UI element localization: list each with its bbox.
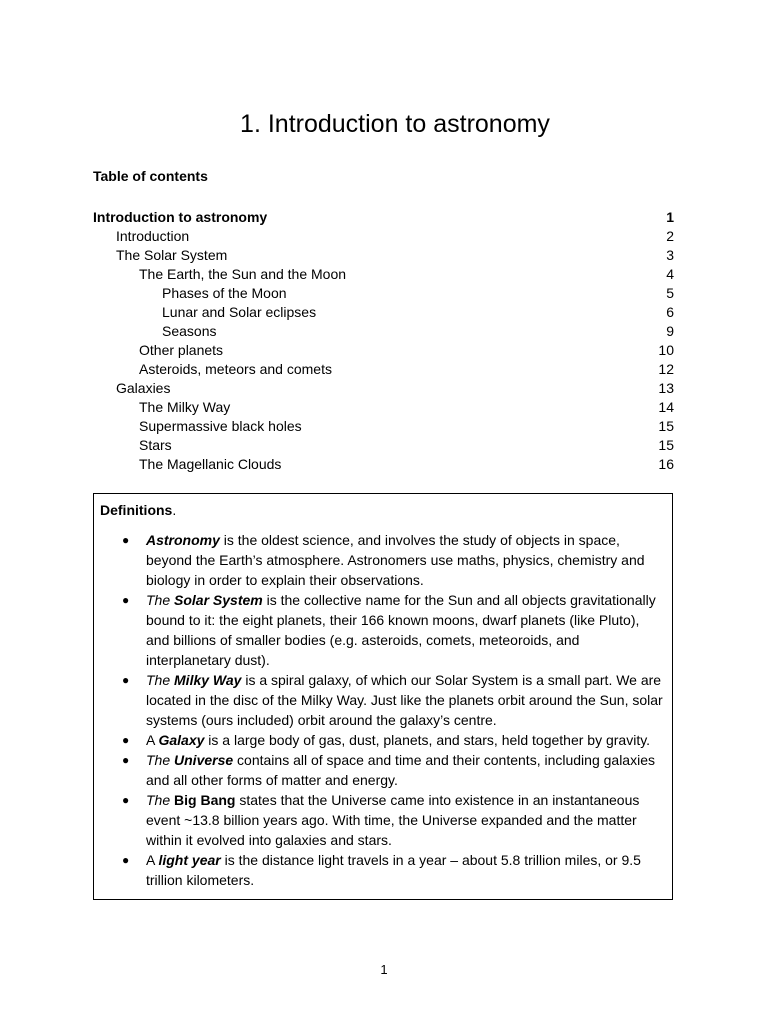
table-of-contents: [93, 208, 674, 474]
definition-prefix: A: [146, 852, 159, 868]
definition-term: Solar System: [174, 592, 263, 608]
definition-item: [94, 730, 672, 750]
toc-entry-label: Asteroids, meteors and comets: [139, 361, 332, 377]
definition-item: [94, 530, 672, 590]
definitions-list: [94, 530, 672, 890]
toc-heading: Table of contents: [93, 168, 208, 184]
toc-entry-page: 15: [658, 437, 674, 453]
toc-entry[interactable]: [93, 322, 674, 341]
definition-text: is the oldest science, and involves the study of objects in space, beyond the Earth’s atmosphere. Astronomers use maths, physics, chemistry and biology in order to explain their observations.: [146, 532, 645, 588]
definitions-box: [93, 493, 673, 900]
toc-entry-label: Stars: [139, 437, 172, 453]
toc-entry-page: 10: [658, 342, 674, 358]
page-number: 1: [380, 962, 388, 977]
definition-term: Galaxy: [158, 732, 205, 748]
toc-entry-page: 6: [666, 304, 674, 320]
toc-entry-label: Lunar and Solar eclipses: [162, 304, 317, 320]
toc-entry[interactable]: [93, 341, 674, 360]
definition-text: is the collective name for the Sun and all objects gravitationally bound to it: the eight planets, their 166 known moons, dwarf planets (like Pluto), and billions of smaller bodies (e.g. asteroids, comets, meteoroids, and interplanetary dust).: [146, 592, 656, 668]
bullet-icon: ●: [122, 673, 130, 687]
toc-entry-page: 2: [666, 228, 674, 244]
toc-entry-page: 14: [658, 399, 674, 415]
definition-term: Big Bang: [174, 792, 236, 808]
toc-entry-label: The Earth, the Sun and the Moon: [139, 266, 347, 282]
toc-entry-label: Introduction: [116, 228, 190, 244]
definition-text: is a spiral galaxy, of which our Solar System is a small part. We are located in the disc of the Milky Way. Just like the planets orbit around the Sun, solar systems (ours included) orbit around the galaxy’s centre.: [146, 672, 663, 728]
toc-entry-label: The Solar System: [116, 247, 228, 263]
definitions-title-suffix: .: [172, 502, 177, 518]
toc-entry-page: 13: [658, 380, 674, 396]
toc-entry[interactable]: [93, 227, 674, 246]
definition-text: is the distance light travels in a year – about 5.8 trillion miles, or 9.5 trillion kilometers.: [146, 852, 641, 888]
definition-text: contains all of space and time and their contents, including galaxies and all other forms of matter and energy.: [146, 752, 655, 788]
toc-entry-page: 12: [658, 361, 674, 377]
definition-prefix: The: [146, 792, 175, 808]
definition-prefix: The: [146, 752, 175, 768]
definition-text: states that the Universe came into existence in an instantaneous event ~13.8 billion years ago. With time, the Universe expanded and the matter within it evolved into galaxies and stars.: [146, 792, 640, 848]
definition-term: light year: [158, 852, 221, 868]
page-title: 1. Introduction to astronomy: [240, 110, 550, 138]
toc-entry[interactable]: [93, 246, 674, 265]
toc-entry[interactable]: [93, 360, 674, 379]
toc-entry-page: 15: [658, 418, 674, 434]
toc-entry-page: 3: [666, 247, 674, 263]
toc-entry-page: 9: [666, 323, 674, 339]
toc-entry-label: Supermassive black holes: [139, 418, 302, 434]
toc-entry-page: 1: [666, 209, 674, 225]
toc-entry[interactable]: [93, 417, 674, 436]
definitions-title-text: Definitions: [100, 502, 173, 518]
definition-item: [94, 750, 672, 790]
definition-prefix: A: [146, 732, 159, 748]
definition-term: Milky Way: [174, 672, 242, 688]
toc-entry-label: The Milky Way: [139, 399, 231, 415]
definition-item: [94, 790, 672, 850]
toc-entry-label: Galaxies: [116, 380, 171, 396]
toc-entry-label: Seasons: [162, 323, 217, 339]
definitions-title: [100, 500, 176, 520]
toc-entry-label: Phases of the Moon: [162, 285, 287, 301]
bullet-icon: ●: [122, 533, 130, 547]
toc-entry-label: Introduction to astronomy: [93, 209, 268, 225]
definition-item: [94, 670, 672, 730]
toc-entry-label: The Magellanic Clouds: [139, 456, 282, 472]
toc-entry[interactable]: [93, 436, 674, 455]
bullet-icon: ●: [122, 593, 130, 607]
toc-entry[interactable]: [93, 303, 674, 322]
bullet-icon: ●: [122, 753, 130, 767]
definition-item: [94, 590, 672, 670]
definition-term: Universe: [174, 752, 234, 768]
definition-prefix: The: [146, 672, 175, 688]
definition-text: is a large body of gas, dust, planets, and stars, held together by gravity.: [204, 732, 651, 748]
bullet-icon: ●: [122, 793, 130, 807]
toc-entry[interactable]: [93, 398, 674, 417]
definition-term: Astronomy: [146, 532, 220, 548]
definition-item: [94, 850, 672, 890]
toc-entry[interactable]: [93, 379, 674, 398]
toc-entry[interactable]: [93, 265, 674, 284]
bullet-icon: ●: [122, 733, 130, 747]
definition-prefix: The: [146, 592, 175, 608]
toc-entry[interactable]: [93, 208, 674, 227]
toc-entry-page: 5: [666, 285, 674, 301]
toc-entry-page: 4: [666, 266, 674, 282]
bullet-icon: ●: [122, 853, 130, 867]
toc-entry[interactable]: [93, 284, 674, 303]
toc-entry-label: Other planets: [139, 342, 224, 358]
toc-entry[interactable]: [93, 455, 674, 474]
toc-entry-page: 16: [658, 456, 674, 472]
